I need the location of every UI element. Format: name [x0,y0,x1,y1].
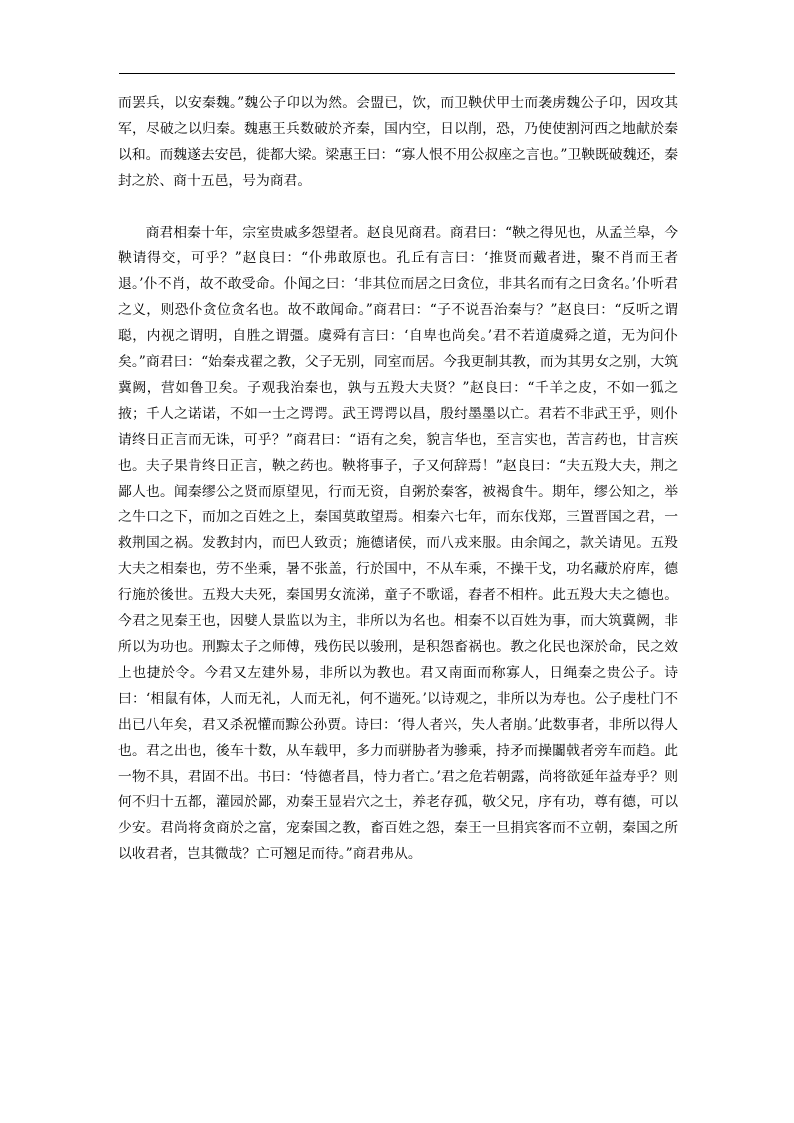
header-rule [119,73,675,74]
paragraph-1: 而罢兵，以安秦魏。”魏公子卬以为然。会盟已，饮，而卫鞅伏甲士而袭虏魏公子卬，因攻其军，尽破之以归秦。魏惠王兵数破於齐秦，国内空，日以削，恐，乃使使割河西之地献於秦以和。而魏遂去安邑，徙都大梁。梁惠王曰：“寡人恨不用公叔座之言也。”卫鞅既破魏还，秦封之於、商十五邑，号为商君。 [118,95,678,189]
paragraph-2: 商君相秦十年，宗室贵戚多怨望者。赵良见商君。商君曰：“鞅之得见也，从孟兰皋，今鞅请得交，可乎？”赵良曰：“仆弗敢原也。孔丘有言曰：‘推贤而戴者进，聚不肖而王者退。’仆不肖，故不敢受命。仆闻之曰：‘非其位而居之曰贪位，非其名而有之曰贪名。’仆听君之义，则恐仆贪位贪名也。故不敢闻命。”商君曰：“子不说吾治秦与？”赵良曰：“反听之谓聪，内视之谓明，自胜之谓彊。虞舜有言曰：‘自卑也尚矣。’君不若道虞舜之道，无为问仆矣。”商君曰：“始秦戎翟之教，父子无别，同室而居。今我更制其教，而为其男女之别，大筑冀阙，营如鲁卫矣。子观我治秦也，孰与五羖大夫贤？”赵良曰：“千羊之皮，不如一狐之掖；千人之诺诺，不如一士之谔谔。武王谔谔以昌，殷纣墨墨以亡。君若不非武王乎，则仆请终日正言而无诛，可乎？”商君曰：“语有之矣，貌言华也，至言实也，苦言药也，甘言疾也。夫子果肯终日正言，鞅之药也。鞅将事子，子又何辞焉！”赵良曰：“夫五羖大夫，荆之鄙人也。闻秦缪公之贤而原望见，行而无资，自粥於秦客，被褐食牛。期年，缪公知之，举之牛口之下，而加之百姓之上，秦国莫敢望焉。相秦六七年，而东伐郑，三置晋国之君，一救荆国之祸。发教封内，而巴人致贡；施德诸侯，而八戎来服。由余闻之，款关请见。五羖大夫之相秦也，劳不坐乘，暑不张盖，行於国中，不从车乘，不操干戈，功名藏於府库，德行施於後世。五羖大夫死，秦国男女流涕，童子不歌谣，舂者不相杵。此五羖大夫之德也。今君之见秦王也，因嬖人景监以为主，非所以为名也。相秦不以百姓为事，而大筑冀阙，非所以为功也。刑黥太子之师傅，残伤民以骏刑，是积怨畜祸也。教之化民也深於命，民之效上也捷於令。今君又左建外易，非所以为教也。君又南面而称寡人，日绳秦之贵公子。诗曰：‘相鼠有体，人而无礼，人而无礼，何不遄死。’以诗观之，非所以为寿也。公子虔杜门不出已八年矣，君又杀祝懽而黥公孙贾。诗曰：‘得人者兴，失人者崩。’此数事者，非所以得人也。君之出也，後车十数，从车载甲，多力而骈胁者为骖乘，持矛而操闟戟者旁车而趋。此一物不具，君固不出。书曰：‘恃德者昌，恃力者亡。’君之危若朝露，尚将欲延年益寿乎？则何不归十五都，灌园於鄙，劝秦王显岩穴之士，养老存孤，敬父兄，序有功，尊有德，可以少安。君尚将贪商於之富，宠秦国之教，畜百姓之怨，秦王一旦捐宾客而不立朝，秦国之所以收君者，岂其微哉？亡可翘足而待。”商君弗从。 [118,224,678,863]
document-body [118,91,678,868]
